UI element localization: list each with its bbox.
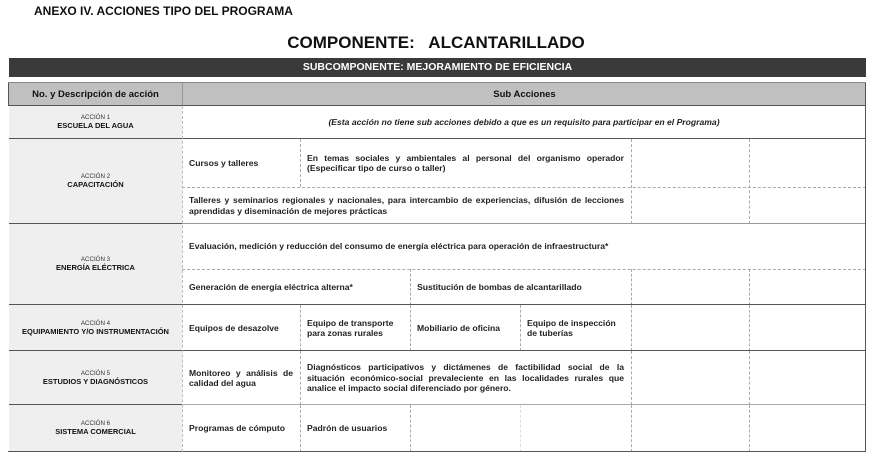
sub-action: Equipo de transporte para zonas rurales: [307, 317, 394, 338]
col-divider: [749, 269, 750, 305]
sub-action: Diagnósticos participativos y dictámenes de factibilidad social de la situación económico-social prevaleciente en las localidades rurales que analice el impacto social diferenciado por género.: [307, 362, 624, 394]
col-divider: [749, 305, 750, 351]
sub-action: Talleres y seminarios regionales y nacionales, para intercambio de experiencias, difusión de lecciones aprendidas y diseminación de mejores prácticas: [189, 195, 624, 216]
col-divider: [749, 405, 750, 452]
sub-action: Equipos de desazolve: [189, 322, 279, 333]
table-bottom-border: [8, 451, 866, 452]
action-title: CAPACITACIÓN: [67, 180, 124, 189]
action-number: ACCIÓN 5: [80, 369, 111, 377]
col-divider: [520, 305, 521, 351]
header-action: No. y Descripción de acción: [9, 83, 182, 106]
action-number: ACCIÓN 3: [80, 256, 111, 263]
action-number: ACCIÓN 2: [80, 173, 111, 180]
sub-action: Cursos y talleres: [189, 157, 259, 168]
sub-action: En temas sociales y ambientales al personal del organismo operador (Especificar tipo de curso o taller): [307, 152, 624, 173]
sub-action: Padrón de usuarios: [307, 423, 388, 434]
col-divider: [631, 139, 632, 224]
col-divider: [300, 305, 301, 351]
sub-action: Programas de cómputo: [189, 423, 285, 434]
action-1-cell: [9, 106, 182, 139]
header-sub-actions: Sub Acciones: [182, 83, 866, 106]
col-divider: [410, 405, 411, 452]
action-number: ACCIÓN 4: [80, 319, 111, 327]
annex-title: ANEXO IV. ACCIONES TIPO DEL PROGRAMA: [34, 4, 293, 18]
col-divider: [300, 139, 301, 187]
action-1-note: (Esta acción no tiene sub acciones debido a que es un requisito para participar en el Programa): [328, 117, 720, 128]
component-title: COMPONENTE: ALCANTARILLADO: [287, 33, 585, 52]
action-4-cell: [9, 305, 182, 351]
action-number: ACCIÓN 6: [80, 420, 111, 427]
action-title: EQUIPAMIENTO Y/O INSTRUMENTACIÓN: [22, 326, 169, 336]
action-3-cell: [9, 224, 182, 305]
action-5-cell: [9, 351, 182, 405]
col-divider: [631, 351, 632, 405]
col-divider: [300, 351, 301, 405]
action-title: ENERGÍA ELÉCTRICA: [56, 263, 135, 272]
col-divider: [631, 305, 632, 351]
sub-action: Generación de energía eléctrica alterna*: [189, 281, 353, 292]
col-divider: [631, 405, 632, 452]
sub-action: Evaluación, medición y reducción del consumo de energía eléctrica para operación de infraestructura*: [189, 241, 609, 252]
action-2-cell: [9, 139, 182, 224]
col-divider: [300, 405, 301, 452]
col-divider: [749, 351, 750, 405]
subcomponent-title: SUBCOMPONENTE: MEJORAMIENTO DE EFICIENCIA: [9, 58, 866, 77]
action-title: ESTUDIOS Y DIAGNÓSTICOS: [42, 376, 149, 386]
sub-action: Monitoreo y análisis de calidad del agua: [189, 367, 293, 388]
sub-action: Mobiliario de oficina: [417, 322, 501, 333]
table-right-border: [865, 83, 866, 452]
col-divider: [410, 269, 411, 305]
sub-action: Sustitución de bombas de alcantarillado: [417, 281, 582, 292]
col-divider: [182, 106, 183, 452]
action-6-cell: [9, 405, 182, 452]
action-title: SISTEMA COMERCIAL: [55, 427, 136, 436]
col-divider: [410, 305, 411, 351]
col-divider: [749, 139, 750, 224]
sub-action: Equipo de inspección de tuberías: [527, 317, 616, 338]
col-divider: [520, 405, 521, 452]
action-number: ACCIÓN 1: [80, 114, 111, 121]
col-divider: [631, 269, 632, 305]
action-title: ESCUELA DEL AGUA: [57, 121, 134, 130]
